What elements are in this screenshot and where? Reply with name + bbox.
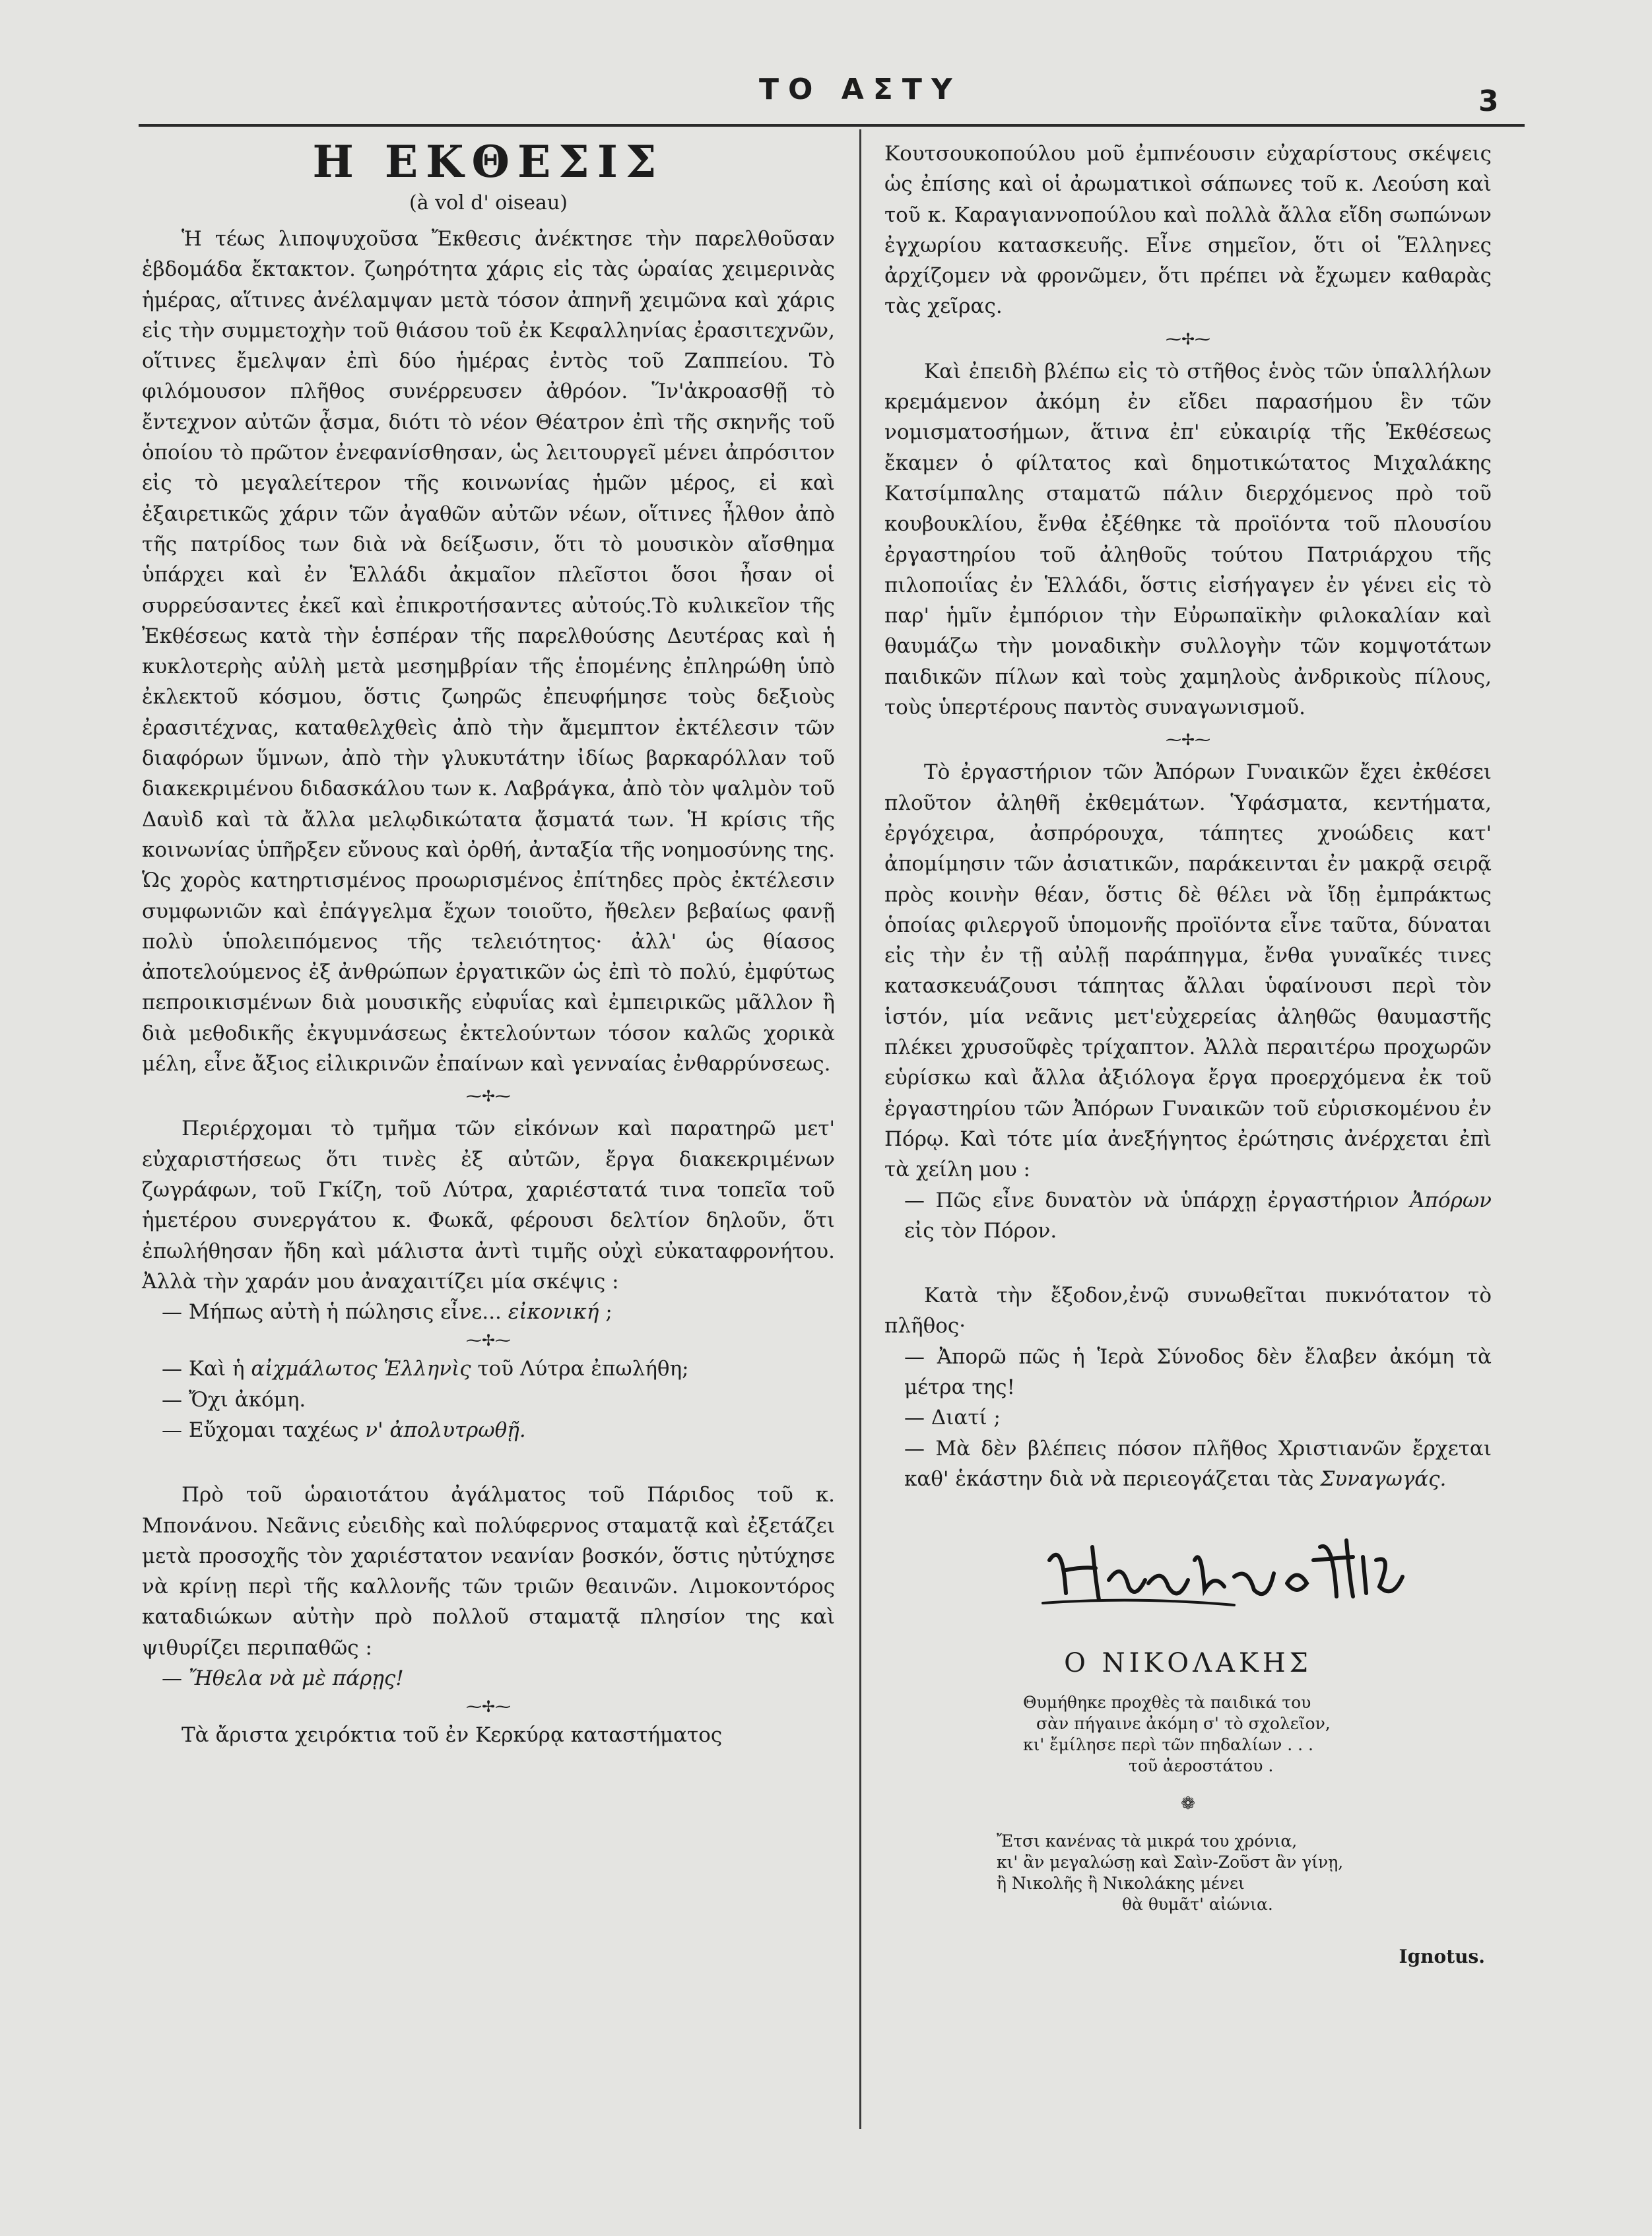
- poem-line: τοῦ ἀεροστάτου .: [1129, 1756, 1274, 1775]
- paragraph-paintings: Περιέρχομαι τὸ τμῆμα τῶν εἰκόνων καὶ παρατηρῶ μετ' εὐχαριστήσεως ὅτι τινὲς ἐξ αὐτῶν, ἔργα διακεκριμένων ζωγράφων, τοῦ Γκίζη, τοῦ Λύτρα, χαριέστατά τινα τοπεῖα τοῦ ἡμετέρου συνεργάτου κ. Φωκᾶ, φέρουσι δελτίον δηλοῦν, ὅτι ἐπωλήθησαν ἤδη καὶ μάλιστα ἀντὶ τιμῆς οὐχὶ εὐκαταφρονήτου. Ἀλλὰ τὴν χαράν μου ἀναχαιτίζει μία σκέψις :: [142, 1117, 835, 1294]
- poem-line: Θυμήθηκε προχθὲς τὰ παιδικά του: [1023, 1692, 1311, 1712]
- poem-stanza-2: [997, 1831, 1492, 1915]
- dialog-line: — Ἀπορῶ πῶς ἡ Ἱερὰ Σύνοδος δὲν ἔλαβεν ἀκόμη τὰ μέτρα της!: [904, 1344, 1492, 1399]
- column-divider: [859, 129, 861, 2129]
- right-column: [884, 139, 1492, 1972]
- byline: Ignotus.: [1399, 1946, 1485, 1968]
- poem-line: σὰν πήγαινε ἀκόμη σ' τὸ σχολεῖον,: [1036, 1713, 1331, 1733]
- paragraph-workshop: Τὸ ἐργαστήριον τῶν Ἀπόρων Γυναικῶν ἔχει ἐκθέσει πλοῦτον ἀληθῆ ἐκθεμάτων. Ὑφάσματα, κεντήματα, ἐργόχειρα, ἀσπρόρουχα, τάπητες χνοώδεις κατ' ἀπομίμησιν τῶν ἀσιατικῶν, παράκεινται ἐν μακρᾷ σειρᾷ πρὸς κοινὴν θέαν, ὅστις δὲ θέλει νὰ ἴδῃ ἐμπράκτως ὁποίας φιλεργοῦ ὑπομονῆς προϊόντα εἶνε ταῦτα, δύναται εἰς τὴν ἐν τῇ αὐλῇ παράπηγμα, ἔνθα γυναῖκές τινες κατασκευάζουσι τάπητας ἄλλαι ὑφαίνουσι περὶ τὸν ἱστόν, μία νεᾶνις μετ'εὐχερείας ἀληθῶς θαυμαστῆς πλέκει χρυσοῦφὲς τρίχαπτον. Ἀλλὰ περαιτέρω προχωρῶν εὑρίσκω καὶ ἄλλα ἀξιόλογα ἔργα προερχόμενα ἐκ τοῦ ἐργαστηρίου τῶν Ἀπόρων Γυναικῶν τοῦ εὑρισκομένου ἐν Πόρῳ. Καὶ τότε μία ἀνεξήγητος ἐρώτησις ἀνέρχεται ἐπὶ τὰ χείλη μου :: [884, 760, 1492, 1182]
- section-separator: [884, 1246, 1492, 1280]
- dialog-line: [884, 1433, 1492, 1495]
- paragraph-statue: Πρὸ τοῦ ὡραιοτάτου ἀγάλματος τοῦ Πάριδος τοῦ κ. Μπονάνου. Νεᾶνις εὐειδὴς καὶ πολύφερνος σταματᾷ καὶ ἐξετάζει μετὰ προσοχῆς τὸν χαριέστατον νεανίαν βοσκόν, ὅστις ηὐτύχησε νὰ κρίνῃ περὶ τῆς καλλονῆς τῶν τριῶν θεαινῶν. Λιμοκοντόρος καταδιώκων αὐτὴν πρὸ πολλοῦ σταματᾷ πλησίον της καὶ ψιθυρίζει περιπαθῶς :: [142, 1483, 835, 1660]
- dialog-line: [142, 1663, 835, 1693]
- paragraph-hats: Καὶ ἐπειδὴ βλέπω εἰς τὸ στῆθος ἑνὸς τῶν ὑπαλλήλων κρεμάμενον ἀκόμη ἐν εἴδει παρασήμου ἓν τῶν νομισματοσήμων, ἅτινα ἐπ' εὐκαιρίᾳ τῆς Ἐκθέσεως ἔκαμεν ὁ φίλτατος καὶ δημοτικώτατος Μιχαλάκης Κατσίμπαλης σταματῶ πάλιν διερχόμενος πρὸ τοῦ κουβουκλίου, ἔνθα ἐξέθηκε τὰ προϊόντα τοῦ πλουσίου ἐργαστηρίου τοῦ ἀληθοῦς τούτου Πατριάρχου τῆς πιλοποιΐας ἐν Ἑλλάδι, ὅστις εἰσήγαγεν ἐν γένει εἰς τὸ παρ' ἡμῖν ἐμπόριον τὴν Εὐρωπαϊκὴν φιλοκαλίαν καὶ θαυμάζω τὴν μοναδικὴν συλλογὴν τῶν κομψοτάτων παιδικῶν πίλων καὶ τοὺς χαμηλοὺς ἀνδρικοὺς πίλους, τοὺς ὑπερτέρους παντὸς συναγωνισμοῦ.: [884, 359, 1492, 720]
- dialog-text: — Μήπως αὐτὴ ἡ πώλησις εἶνε...: [162, 1300, 502, 1325]
- section-separator: ⁓✢⁓: [1165, 329, 1211, 348]
- dialog-line: [142, 1354, 835, 1384]
- dialog-text: — Μὰ δὲν βλέπεις πόσον πλῆθος Χριστιανῶν ἔρχεται καθ' ἑκάστην διὰ νὰ περιεογάζεται τὰς: [904, 1436, 1492, 1491]
- dialog-line: [884, 1185, 1492, 1247]
- dialog-emphasis: αἰχμάλωτος Ἑλληνὶς: [251, 1357, 471, 1381]
- poem-line: Ἔτσι κανένας τὰ μικρά του χρόνια,: [997, 1831, 1298, 1851]
- section-separator: ⁓✢⁓: [465, 1087, 512, 1106]
- article-title: Η ΕΚΘΕΣΙΣ: [312, 136, 665, 187]
- dialog-emphasis: Ἀπόρων: [1410, 1188, 1492, 1212]
- newspaper-title: ΤΟ ΑΣΤΥ: [759, 73, 962, 106]
- paragraph-exit: Κατὰ τὴν ἔξοδον,ἐνῷ συνωθεῖται πυκνότατον τὸ πλῆθος·: [884, 1284, 1492, 1338]
- dialog-line: [142, 1415, 835, 1445]
- dialog-text: — Καὶ ἡ: [162, 1357, 245, 1381]
- dialog-emphasis: ν' ἀπολυτρωθῇ.: [365, 1418, 526, 1442]
- ornament-icon: ❁: [1181, 1793, 1195, 1814]
- dialog-line: — Ὄχι ἀκόμη.: [162, 1387, 306, 1412]
- section-separator: ⁓✢⁓: [1165, 731, 1211, 750]
- poem-line: κι' ἂν μεγαλώσῃ καὶ Σαὶν-Ζοῦστ ἂν γίνῃ,: [997, 1853, 1344, 1872]
- header-rule: [139, 124, 1525, 127]
- dialog-text: τοῦ Λύτρα ἐπωλήθη;: [477, 1357, 689, 1381]
- dialog-text: —: [162, 1666, 182, 1691]
- dialog-emphasis: Ἤθελα νὰ μὲ πάρῃς!: [188, 1666, 404, 1691]
- poem-title: Ο ΝΙΚΟΛΑΚΗΣ: [1064, 1648, 1312, 1679]
- section-separator: [142, 1445, 835, 1480]
- poem-line: θὰ θυμᾶτ' αἰώνια.: [1122, 1895, 1273, 1915]
- paragraph-exhibition: Ἡ τέως λιποψυχοῦσα Ἔκθεσις ἀνέκτησε τὴν παρελθοῦσαν ἑβδομάδα ἔκτακτον. ζωηρότητα χάρις εἰς τὰς ὡραίας χειμερινὰς ἡμέρας, αἵτινες ἀνέλαμψαν μετὰ τόσον ἀπηνῆ χειμῶνα καὶ χάρις εἰς τὴν συμμετοχὴν τοῦ θιάσου τοῦ ἐκ Κεφαλληνίας ἐρασιτεχνῶν, οἵτινες ἔμελψαν ἐπὶ δύο ἡμέρας ἐντὸς τοῦ Ζαππείου. Τὸ φιλόμουσον πλῆθος συνέρρευσεν ἀθρόον. Ἵν'ἀκροασθῇ τὸ ἔντεχνον αὐτῶν ᾆσμα, διότι τὸ νέον Θέατρον ἐπὶ τῆς σκηνῆς τοῦ ὁποίου τὸ πρῶτον ἐνεφανίσθησαν, ὡς λειτουργεῖ μένει ἀπρόσιτον εἰς τὸ μεγαλείτερον τῆς κοινωνίας ἡμῶν μέρος, εἰ καὶ ἐξαιρετικῶς χάριν τῶν ἀγαθῶν αὐτῶν νέων, οἵτινες ἦλθον ἀπὸ τῆς πατρίδος των διὰ νὰ δείξωσιν, ὅτι τὸ μουσικὸν αἴσθημα ὑπάρχει καὶ ἐν Ἑλλάδι ἀκμαῖον πλεῖστοι ὅσοι ἦσαν οἱ συρρεύσαντες ἐκεῖ καὶ ἐπικροτήσαντες αὐτούς.Τὸ κυλικεῖον τῆς Ἐκθέσεως κατὰ τὴν ἑσπέραν τῆς παρελθούσης Δευτέρας καὶ ἡ κυκλοτερὴς αὐλὴ μετὰ μεσημβρίαν τῆς ἑπομένης ἐπληρώθη ὑπὸ ἐκλεκτοῦ κόσμου, ὅστις ζωηρῶς ἐπευφήμησε τοὺς δεξιοὺς ἐρασιτέχνας, καταθελχθεὶς ἀπὸ τὴν ἄμεμπτον ἐκτέλεσιν τῶν διαφόρων ὕμνων, ἀπὸ τὴν γλυκυτάτην ἰδίως βαρκαρόλλαν τοῦ διακεκριμένου διδασκάλου των κ. Λαβράγκα, ἀπὸ τὸν ψαλμὸν τοῦ Δαυὶδ καὶ τὰ ἄλλα μελῳδικώτατα ᾄσματά των. Ἡ κρίσις τῆς κοινωνίας ὑπῆρξεν εὔνους καὶ ὀρθή, ἀνταξία τῆς νοημοσύνης της. Ὡς χορὸς κατηρτισμένος προωρισμένος ἐπίτηδες πρὸς ἐκτέλεσιν συμφωνιῶν καὶ ἐπάγγελμα ἔχων τοιοῦτο, ἤθελεν βεβαίως φανῇ πολὺ ὑπολειπόμενος τῆς τελειότητος· ἀλλ' ὡς θίασος ἀποτελούμενος ἐξ ἀνθρώπων ἐργατικῶν ὡς ἐπὶ τὸ πολύ, ἐμφύτως πεπροικισμένων διὰ μουσικῆς εὐφυΐας καὶ ἐμπειρικῶς μᾶλλον ἢ διὰ μεθοδικῆς ἐκγυμνάσεως ἐκτελούντων τόσον καλῶς χορικὰ μέλη, εἶνε ἄξιος εἰλικρινῶν ἐπαίνων καὶ γενναίας ἐνθαρρύνσεως.: [142, 227, 835, 1076]
- dialog-text: — Εὔχομαι ταχέως: [162, 1418, 359, 1442]
- dialog-text: εἰς τὸν Πόρον.: [904, 1218, 1057, 1243]
- article-subtitle: (à vol d' oiseau): [409, 191, 568, 214]
- paragraph-gloves: Τὰ ἄριστα χειρόκτια τοῦ ἐν Κερκύρᾳ καταστήματος: [182, 1723, 723, 1748]
- dialog-text: — Πῶς εἶνε δυνατὸν νὰ ὑπάρχῃ ἐργαστήριον: [904, 1188, 1399, 1212]
- section-separator: ⁓✢⁓: [465, 1697, 512, 1717]
- handwritten-signature: [1036, 1521, 1406, 1620]
- dialog-line: [142, 1297, 835, 1327]
- section-separator: ⁓✢⁓: [465, 1331, 512, 1350]
- page-number: 3: [1478, 84, 1499, 118]
- poem-line: ἢ Νικολῆς ἢ Νικολάκης μένει: [997, 1874, 1245, 1893]
- poem-line: κι' ἔμίλησε περὶ τῶν πηδαλίων . . .: [1023, 1734, 1313, 1754]
- dialog-emphasis: εἰκονική: [508, 1300, 599, 1325]
- left-column: [142, 135, 835, 1751]
- dialog-emphasis: Συναγωγάς.: [1320, 1466, 1447, 1491]
- paragraph-soaps: Κουτσουκοπούλου μοῦ ἐμπνέουσιν εὐχαρίστους σκέψεις ὡς ἐπίσης καὶ οἱ ἀρωματικοὶ σάπωνες τοῦ κ. Λεούση καὶ τοῦ κ. Καραγιαννοπούλου καὶ πολλὰ ἄλλα εἴδη σωπώνων ἐγχωρίου κατασκευῆς. Εἶνε σημεῖον, ὅτι οἱ Ἕλληνες ἀρχίζομεν νὰ φρονῶμεν, ὅτι πρέπει νὰ ἔχωμεν καθαρὰς τὰς χεῖρας.: [884, 142, 1492, 319]
- dialog-text: ;: [605, 1300, 612, 1325]
- dialog-line: — Διατί ;: [904, 1406, 1001, 1430]
- poem-stanza-1: [1023, 1692, 1492, 1777]
